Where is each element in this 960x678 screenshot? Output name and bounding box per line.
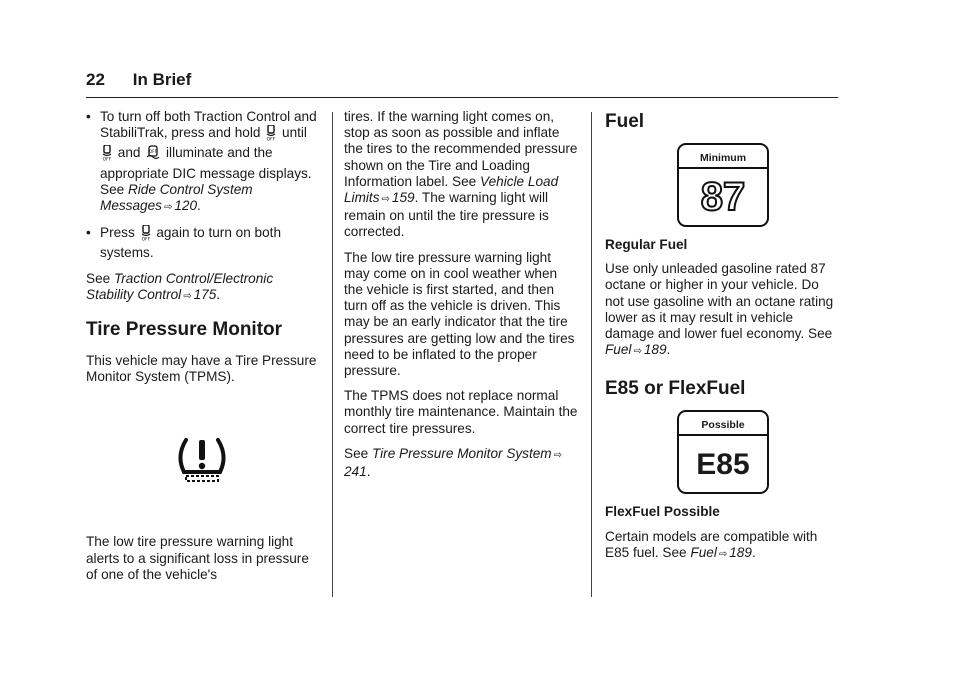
section-title-e85: E85 or FlexFuel [605, 378, 746, 400]
paragraph-text: . The warning light will remain on until the tire pressure is corrected. [344, 190, 549, 240]
ref-page: 120 [174, 198, 198, 214]
page-arrow-icon: ⇨ [633, 346, 642, 358]
page-arrow-icon: ⇨ [163, 202, 173, 214]
see-prefix: See [344, 445, 369, 461]
paragraph-text: Certain models are compatible with E85 fuel. See [605, 528, 818, 560]
bullet-text: until [282, 125, 307, 141]
page-arrow-icon: ⇨ [381, 194, 390, 206]
tpms-paragraph-1 [344, 109, 578, 241]
regular-fuel-text [605, 261, 837, 360]
tire-pressure-warning-icon [174, 434, 230, 486]
svg-text:OFF: OFF [141, 237, 150, 242]
octane-label-heading: Minimum [699, 152, 747, 164]
punctuation: . [666, 342, 671, 358]
punctuation: . [197, 198, 201, 214]
tpms-icon-figure [86, 394, 318, 526]
e85-number: E85 [696, 448, 750, 482]
page-arrow-icon: ⇨ [553, 449, 563, 461]
tpms-see-also [344, 446, 578, 480]
label-divider [679, 434, 767, 436]
bullet-marker: • [86, 225, 91, 241]
bullet-item-traction-off [86, 109, 318, 216]
tpms-intro: This vehicle may have a Tire Pressure Monitor System (TPMS). [86, 353, 317, 385]
paragraph-text: tires. If the warning light comes on, stop as soon as possible and inflate the tires to the recommended pressure shown on the Tire and Loading Information label. See [344, 109, 578, 189]
cross-reference[interactable] [690, 545, 752, 560]
bullet-text: hold [234, 125, 261, 141]
punctuation: . [216, 286, 221, 302]
column-1 [86, 109, 318, 592]
ref-page: 189 [729, 544, 752, 560]
flexfuel-text [605, 529, 837, 563]
cross-reference[interactable] [344, 446, 564, 479]
ref-title: Traction Control/Electronic Stability Control [86, 270, 274, 302]
bullet-text: and the appropriate DIC message displays. See [100, 145, 312, 197]
label-divider [679, 167, 767, 169]
column-divider-2 [591, 112, 592, 597]
ref-page: 189 [643, 342, 667, 358]
page-arrow-icon: ⇨ [183, 290, 192, 302]
svg-text:OFF: OFF [102, 157, 112, 162]
svg-text:OFF: OFF [149, 149, 158, 155]
bullet-text: again to turn on both systems. [100, 225, 282, 261]
tpms-paragraph-3: The TPMS does not replace normal monthly tire maintenance. Maintain the correct tire pressures. [344, 388, 578, 436]
chapter-title: In Brief [132, 70, 192, 89]
bullet-text: Press [100, 225, 135, 241]
ref-title: Fuel [605, 342, 632, 358]
ref-page: 159 [391, 190, 415, 206]
punctuation: . [751, 544, 756, 560]
see-prefix: See [86, 270, 111, 286]
ref-title: Tire Pressure Monitor System [371, 445, 552, 461]
ref-title: Vehicle Load Limits [344, 173, 559, 206]
bullet-text: To turn off both Traction Control and StabiliTrak, press and [100, 109, 317, 141]
column-3 [605, 109, 837, 572]
ref-page: 241 [344, 464, 367, 480]
e85-label-heading: Possible [701, 419, 745, 432]
ref-title: Fuel [690, 544, 717, 560]
stabilitrak-icon [146, 145, 160, 165]
section-title-fuel: Fuel [605, 111, 645, 132]
traction-off-icon [266, 125, 276, 145]
octane-label-figure [677, 143, 769, 227]
ref-page: 175 [193, 286, 217, 302]
see-also-paragraph [86, 271, 318, 305]
flexfuel-label: FlexFuel Possible [605, 504, 720, 520]
e85-label-figure [677, 410, 769, 494]
ref-title: Ride Control System Messages [100, 181, 253, 214]
bullet-text: illuminate [166, 145, 224, 161]
paragraph-text: Use only unleaded gasoline rated 87 octane or higher in your vehicle. Do not use gasoline with an octane rating lower as it may result in vehicle damage and lower fuel economy. See [605, 261, 834, 342]
regular-fuel-label: Regular Fuel [605, 237, 688, 252]
bullet-item-turn-on [86, 225, 318, 261]
column-divider-1 [332, 112, 333, 597]
section-title-tire-pressure: Tire Pressure Monitor [86, 319, 283, 341]
page-number: 22 [86, 70, 105, 89]
column-2 [344, 109, 578, 489]
bullet-text: and [117, 145, 141, 161]
header-rule [86, 97, 838, 98]
tpms-description: The low tire pressure warning light alerts to a significant loss in pressure of one of the vehicle's [86, 534, 309, 582]
punctuation: . [366, 464, 371, 480]
bullet-marker: • [86, 109, 91, 124]
page-header [86, 70, 191, 90]
svg-text:OFF: OFF [266, 137, 276, 142]
traction-off-icon [141, 225, 151, 245]
traction-off-icon [102, 145, 112, 165]
cross-reference[interactable] [605, 342, 667, 357]
page-arrow-icon: ⇨ [718, 548, 728, 560]
tpms-paragraph-2: The low tire pressure warning light may come on in cool weather when the vehicle is first started, and then turn off as the vehicle is driven. This may be an early indicator that the tire pressures are getting low and the tires need to be inflated to the proper pressure. [344, 249, 575, 379]
octane-number: 87 [700, 175, 746, 219]
cross-reference[interactable] [86, 271, 273, 302]
